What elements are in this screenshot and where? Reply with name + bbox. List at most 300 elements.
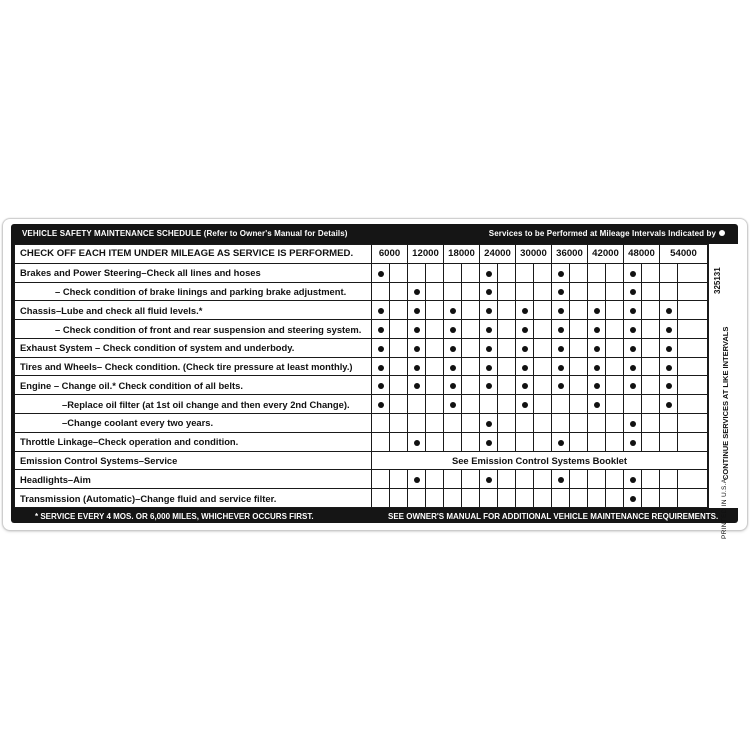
check-cell[interactable] — [660, 338, 678, 357]
check-cell[interactable] — [606, 376, 624, 395]
service-description: Engine – Change oil.* Check condition of all belts. — [15, 376, 372, 395]
check-cell[interactable] — [372, 320, 390, 339]
check-cell[interactable] — [498, 414, 516, 433]
check-cell[interactable] — [588, 320, 606, 339]
check-cell[interactable] — [642, 357, 660, 376]
check-cell[interactable] — [426, 470, 444, 489]
check-cell[interactable] — [588, 338, 606, 357]
check-cell[interactable] — [516, 489, 534, 508]
check-cell[interactable] — [426, 376, 444, 395]
check-cell[interactable] — [390, 470, 408, 489]
check-cell[interactable] — [606, 301, 624, 320]
service-row — [15, 320, 708, 339]
service-row — [15, 395, 708, 414]
check-cell[interactable] — [534, 432, 552, 451]
service-dot-icon — [558, 346, 564, 352]
check-cell[interactable] — [498, 301, 516, 320]
service-dot-icon — [378, 365, 384, 371]
check-cell[interactable] — [372, 338, 390, 357]
check-cell[interactable] — [570, 263, 588, 282]
service-dot-icon — [450, 308, 456, 314]
check-cell[interactable] — [534, 282, 552, 301]
check-cell[interactable] — [480, 395, 498, 414]
service-dot-icon — [558, 440, 564, 446]
check-cell[interactable] — [444, 263, 462, 282]
printed-note: PRINTED IN U.S.A. — [721, 476, 728, 539]
check-cell[interactable] — [462, 432, 480, 451]
check-cell[interactable] — [642, 301, 660, 320]
check-cell[interactable] — [642, 395, 660, 414]
check-cell[interactable] — [444, 414, 462, 433]
service-dot-icon — [558, 327, 564, 333]
check-cell[interactable] — [678, 301, 708, 320]
check-cell[interactable] — [372, 301, 390, 320]
check-cell[interactable] — [444, 376, 462, 395]
check-cell[interactable] — [372, 414, 390, 433]
check-cell[interactable] — [570, 320, 588, 339]
check-cell[interactable] — [660, 432, 678, 451]
check-cell[interactable] — [480, 282, 498, 301]
check-cell[interactable] — [480, 263, 498, 282]
service-dot-icon — [486, 271, 492, 277]
check-cell[interactable] — [606, 282, 624, 301]
check-cell[interactable] — [660, 470, 678, 489]
check-cell[interactable] — [552, 320, 570, 339]
check-cell[interactable] — [516, 320, 534, 339]
check-cell[interactable] — [660, 414, 678, 433]
check-cell[interactable] — [462, 320, 480, 339]
service-dot-icon — [630, 496, 636, 502]
service-dot-icon — [450, 365, 456, 371]
mileage-header: 6000 — [372, 245, 408, 264]
check-cell[interactable] — [480, 432, 498, 451]
check-cell[interactable] — [534, 395, 552, 414]
service-dot-icon — [666, 402, 672, 408]
check-cell[interactable] — [408, 301, 426, 320]
check-cell[interactable] — [534, 489, 552, 508]
service-dot-icon — [414, 346, 420, 352]
check-cell[interactable] — [390, 395, 408, 414]
check-cell[interactable] — [390, 357, 408, 376]
service-dot-icon — [450, 346, 456, 352]
check-cell[interactable] — [498, 470, 516, 489]
check-cell[interactable] — [516, 376, 534, 395]
check-cell[interactable] — [498, 432, 516, 451]
check-cell[interactable] — [588, 489, 606, 508]
check-cell[interactable] — [426, 263, 444, 282]
check-cell[interactable] — [444, 338, 462, 357]
check-cell[interactable] — [372, 357, 390, 376]
service-row — [15, 263, 708, 282]
check-cell[interactable] — [606, 338, 624, 357]
service-dot-icon — [414, 440, 420, 446]
check-cell[interactable] — [660, 320, 678, 339]
check-cell[interactable] — [462, 301, 480, 320]
service-dot-icon — [594, 308, 600, 314]
service-dot-icon — [378, 346, 384, 352]
check-cell[interactable] — [570, 357, 588, 376]
mileage-header: 12000 — [408, 245, 444, 264]
service-description: Transmission (Automatic)–Change fluid and service filter. — [15, 489, 372, 508]
service-dot-icon — [666, 383, 672, 389]
check-cell[interactable] — [570, 338, 588, 357]
service-dot-icon — [486, 383, 492, 389]
check-cell[interactable] — [588, 376, 606, 395]
check-cell[interactable] — [426, 395, 444, 414]
check-cell[interactable] — [408, 395, 426, 414]
check-cell[interactable] — [660, 489, 678, 508]
check-cell[interactable] — [534, 470, 552, 489]
check-cell[interactable] — [552, 263, 570, 282]
check-cell[interactable] — [552, 489, 570, 508]
mileage-header: 24000 — [480, 245, 516, 264]
check-cell[interactable] — [552, 470, 570, 489]
check-cell[interactable] — [516, 357, 534, 376]
check-cell[interactable] — [678, 376, 708, 395]
check-cell[interactable] — [588, 432, 606, 451]
check-cell[interactable] — [534, 338, 552, 357]
check-cell[interactable] — [480, 414, 498, 433]
check-cell[interactable] — [480, 338, 498, 357]
check-cell[interactable] — [372, 282, 390, 301]
check-cell[interactable] — [372, 489, 390, 508]
service-dot-icon — [486, 346, 492, 352]
check-cell[interactable] — [516, 395, 534, 414]
service-dot-icon — [594, 365, 600, 371]
check-cell[interactable] — [408, 470, 426, 489]
check-cell[interactable] — [606, 395, 624, 414]
check-cell[interactable] — [552, 357, 570, 376]
check-cell[interactable] — [678, 282, 708, 301]
service-dot-icon — [630, 477, 636, 483]
service-dot-icon — [486, 365, 492, 371]
check-cell[interactable] — [678, 263, 708, 282]
check-cell[interactable] — [426, 338, 444, 357]
emission-booklet-note: See Emission Control Systems Booklet — [372, 451, 708, 470]
check-cell[interactable] — [606, 357, 624, 376]
check-cell[interactable] — [462, 489, 480, 508]
continue-note: CONTINUE SERVICES AT LIKE INTERVALS — [721, 326, 730, 480]
check-cell[interactable] — [570, 432, 588, 451]
check-cell[interactable] — [462, 338, 480, 357]
service-dot-icon — [450, 383, 456, 389]
service-dot-icon — [666, 327, 672, 333]
check-cell[interactable] — [408, 282, 426, 301]
service-dot-icon — [594, 383, 600, 389]
check-cell[interactable] — [372, 470, 390, 489]
service-dot-icon — [522, 308, 528, 314]
service-dot-icon — [666, 346, 672, 352]
check-cell[interactable] — [390, 432, 408, 451]
check-cell[interactable] — [660, 282, 678, 301]
check-cell[interactable] — [642, 338, 660, 357]
check-cell[interactable] — [552, 432, 570, 451]
side-panel — [708, 244, 739, 539]
check-cell[interactable] — [552, 376, 570, 395]
check-cell[interactable] — [426, 414, 444, 433]
check-cell[interactable] — [498, 320, 516, 339]
check-cell[interactable] — [480, 301, 498, 320]
check-cell[interactable] — [462, 357, 480, 376]
decal-sheet — [11, 224, 738, 539]
service-dot-icon — [558, 289, 564, 295]
service-dot-icon — [630, 308, 636, 314]
service-dot-icon — [630, 383, 636, 389]
check-cell[interactable] — [534, 301, 552, 320]
check-cell[interactable] — [498, 489, 516, 508]
service-description: – Check condition of front and rear suspension and steering system. — [15, 320, 372, 339]
service-row — [15, 451, 708, 470]
service-row — [15, 282, 708, 301]
check-cell[interactable] — [408, 263, 426, 282]
check-cell[interactable] — [624, 376, 642, 395]
check-cell[interactable] — [678, 395, 708, 414]
check-cell[interactable] — [498, 263, 516, 282]
check-cell[interactable] — [480, 376, 498, 395]
footer-manual-note: SEE OWNER'S MANUAL FOR ADDITIONAL VEHICLE MAINTENANCE REQUIREMENTS. — [388, 512, 719, 521]
check-cell[interactable] — [642, 432, 660, 451]
check-cell[interactable] — [660, 395, 678, 414]
instruction-header: CHECK OFF EACH ITEM UNDER MILEAGE AS SERVICE IS PERFORMED. — [15, 245, 372, 264]
check-cell[interactable] — [660, 263, 678, 282]
check-cell[interactable] — [408, 414, 426, 433]
part-number: 325131 — [713, 267, 722, 294]
check-cell[interactable] — [444, 470, 462, 489]
service-description: Exhaust System – Check condition of system and underbody. — [15, 338, 372, 357]
service-dot-icon — [450, 402, 456, 408]
check-cell[interactable] — [390, 301, 408, 320]
check-cell[interactable] — [408, 338, 426, 357]
check-cell[interactable] — [408, 376, 426, 395]
check-cell[interactable] — [498, 357, 516, 376]
check-cell[interactable] — [624, 338, 642, 357]
service-description: –Change coolant every two years. — [15, 414, 372, 433]
check-cell[interactable] — [606, 432, 624, 451]
check-cell[interactable] — [552, 301, 570, 320]
check-cell[interactable] — [642, 414, 660, 433]
service-dot-icon — [414, 327, 420, 333]
service-dot-icon — [486, 308, 492, 314]
check-cell[interactable] — [444, 357, 462, 376]
check-cell[interactable] — [444, 301, 462, 320]
check-cell[interactable] — [642, 263, 660, 282]
check-cell[interactable] — [426, 432, 444, 451]
check-cell[interactable] — [516, 282, 534, 301]
check-cell[interactable] — [660, 357, 678, 376]
check-cell[interactable] — [426, 357, 444, 376]
check-cell[interactable] — [588, 357, 606, 376]
service-dot-icon — [666, 365, 672, 371]
check-cell[interactable] — [570, 301, 588, 320]
check-cell[interactable] — [498, 376, 516, 395]
check-cell[interactable] — [588, 395, 606, 414]
check-cell[interactable] — [570, 414, 588, 433]
service-dot-icon — [630, 271, 636, 277]
check-cell[interactable] — [570, 489, 588, 508]
check-cell[interactable] — [624, 282, 642, 301]
check-cell[interactable] — [678, 338, 708, 357]
check-cell[interactable] — [660, 376, 678, 395]
mileage-header: 30000 — [516, 245, 552, 264]
service-dot-icon — [594, 346, 600, 352]
service-dot-icon — [558, 477, 564, 483]
check-cell[interactable] — [372, 376, 390, 395]
check-cell[interactable] — [426, 301, 444, 320]
check-cell[interactable] — [516, 301, 534, 320]
check-cell[interactable] — [552, 338, 570, 357]
check-cell[interactable] — [462, 395, 480, 414]
check-cell[interactable] — [516, 338, 534, 357]
service-dot-icon — [486, 421, 492, 427]
check-cell[interactable] — [498, 395, 516, 414]
check-cell[interactable] — [390, 414, 408, 433]
check-cell[interactable] — [534, 263, 552, 282]
check-cell[interactable] — [390, 376, 408, 395]
service-dot-icon — [594, 327, 600, 333]
check-cell[interactable] — [408, 320, 426, 339]
service-dot-icon — [414, 383, 420, 389]
check-cell[interactable] — [624, 470, 642, 489]
check-cell[interactable] — [624, 320, 642, 339]
check-cell[interactable] — [570, 376, 588, 395]
check-cell[interactable] — [624, 414, 642, 433]
mileage-header: 42000 — [588, 245, 624, 264]
check-cell[interactable] — [390, 282, 408, 301]
check-cell[interactable] — [462, 414, 480, 433]
check-cell[interactable] — [534, 376, 552, 395]
check-cell[interactable] — [606, 414, 624, 433]
service-description: – Check condition of brake linings and parking brake adjustment. — [15, 282, 372, 301]
check-cell[interactable] — [624, 263, 642, 282]
check-cell[interactable] — [426, 282, 444, 301]
check-cell[interactable] — [480, 470, 498, 489]
footer-service-note: * SERVICE EVERY 4 MOS. OR 6,000 MILES, WHICHEVER OCCURS FIRST. — [35, 512, 314, 521]
service-description: Tires and Wheels– Check condition. (Check tire pressure at least monthly.) — [15, 357, 372, 376]
service-row — [15, 432, 708, 451]
check-cell[interactable] — [678, 414, 708, 433]
check-cell[interactable] — [552, 395, 570, 414]
mileage-header: 48000 — [624, 245, 660, 264]
service-dot-icon — [522, 402, 528, 408]
check-cell[interactable] — [588, 301, 606, 320]
check-cell[interactable] — [390, 320, 408, 339]
check-cell[interactable] — [534, 414, 552, 433]
check-cell[interactable] — [624, 301, 642, 320]
check-cell[interactable] — [444, 320, 462, 339]
maintenance-decal — [3, 219, 747, 539]
service-dot-icon — [558, 383, 564, 389]
check-cell[interactable] — [372, 263, 390, 282]
check-cell[interactable] — [642, 470, 660, 489]
check-cell[interactable] — [570, 470, 588, 489]
service-dot-icon — [630, 421, 636, 427]
service-dot-icon — [630, 346, 636, 352]
bullet-legend-icon — [719, 230, 725, 236]
check-cell[interactable] — [678, 489, 708, 508]
check-cell[interactable] — [642, 282, 660, 301]
mileage-header: 54000 — [660, 245, 708, 264]
check-cell[interactable] — [678, 357, 708, 376]
check-cell[interactable] — [498, 338, 516, 357]
check-cell[interactable] — [624, 489, 642, 508]
check-cell[interactable] — [588, 470, 606, 489]
check-cell[interactable] — [462, 470, 480, 489]
check-cell[interactable] — [498, 282, 516, 301]
check-cell[interactable] — [606, 320, 624, 339]
check-cell[interactable] — [516, 263, 534, 282]
check-cell[interactable] — [480, 357, 498, 376]
check-cell[interactable] — [534, 357, 552, 376]
service-dot-icon — [414, 289, 420, 295]
check-cell[interactable] — [426, 489, 444, 508]
check-cell[interactable] — [426, 320, 444, 339]
check-cell[interactable] — [390, 338, 408, 357]
check-cell[interactable] — [552, 282, 570, 301]
check-cell[interactable] — [390, 263, 408, 282]
check-cell[interactable] — [390, 489, 408, 508]
check-cell[interactable] — [516, 432, 534, 451]
check-cell[interactable] — [588, 263, 606, 282]
service-description: Brakes and Power Steering–Check all lines and hoses — [15, 263, 372, 282]
check-cell[interactable] — [444, 489, 462, 508]
check-cell[interactable] — [462, 282, 480, 301]
check-cell[interactable] — [606, 263, 624, 282]
service-dot-icon — [630, 365, 636, 371]
check-cell[interactable] — [552, 414, 570, 433]
check-cell[interactable] — [480, 489, 498, 508]
check-cell[interactable] — [588, 282, 606, 301]
check-cell[interactable] — [408, 357, 426, 376]
service-dot-icon — [666, 308, 672, 314]
check-cell[interactable] — [480, 320, 498, 339]
check-cell[interactable] — [372, 432, 390, 451]
check-cell[interactable] — [606, 489, 624, 508]
check-cell[interactable] — [534, 320, 552, 339]
service-description: –Replace oil filter (at 1st oil change and then every 2nd Change). — [15, 395, 372, 414]
check-cell[interactable] — [606, 470, 624, 489]
check-cell[interactable] — [624, 357, 642, 376]
check-cell[interactable] — [444, 282, 462, 301]
service-dot-icon — [486, 289, 492, 295]
check-cell[interactable] — [408, 432, 426, 451]
check-cell[interactable] — [624, 432, 642, 451]
check-cell[interactable] — [408, 489, 426, 508]
check-cell[interactable] — [462, 376, 480, 395]
service-dot-icon — [630, 289, 636, 295]
check-cell[interactable] — [570, 395, 588, 414]
check-cell[interactable] — [372, 395, 390, 414]
check-cell[interactable] — [570, 282, 588, 301]
check-cell[interactable] — [444, 432, 462, 451]
check-cell[interactable] — [516, 470, 534, 489]
service-dot-icon — [522, 383, 528, 389]
check-cell[interactable] — [642, 489, 660, 508]
check-cell[interactable] — [642, 320, 660, 339]
check-cell[interactable] — [660, 301, 678, 320]
check-cell[interactable] — [624, 395, 642, 414]
check-cell[interactable] — [678, 470, 708, 489]
check-cell[interactable] — [678, 320, 708, 339]
check-cell[interactable] — [678, 432, 708, 451]
service-dot-icon — [414, 477, 420, 483]
service-dot-icon — [378, 308, 384, 314]
check-cell[interactable] — [588, 414, 606, 433]
check-cell[interactable] — [642, 376, 660, 395]
check-cell[interactable] — [462, 263, 480, 282]
service-dot-icon — [630, 440, 636, 446]
check-cell[interactable] — [516, 414, 534, 433]
check-cell[interactable] — [444, 395, 462, 414]
